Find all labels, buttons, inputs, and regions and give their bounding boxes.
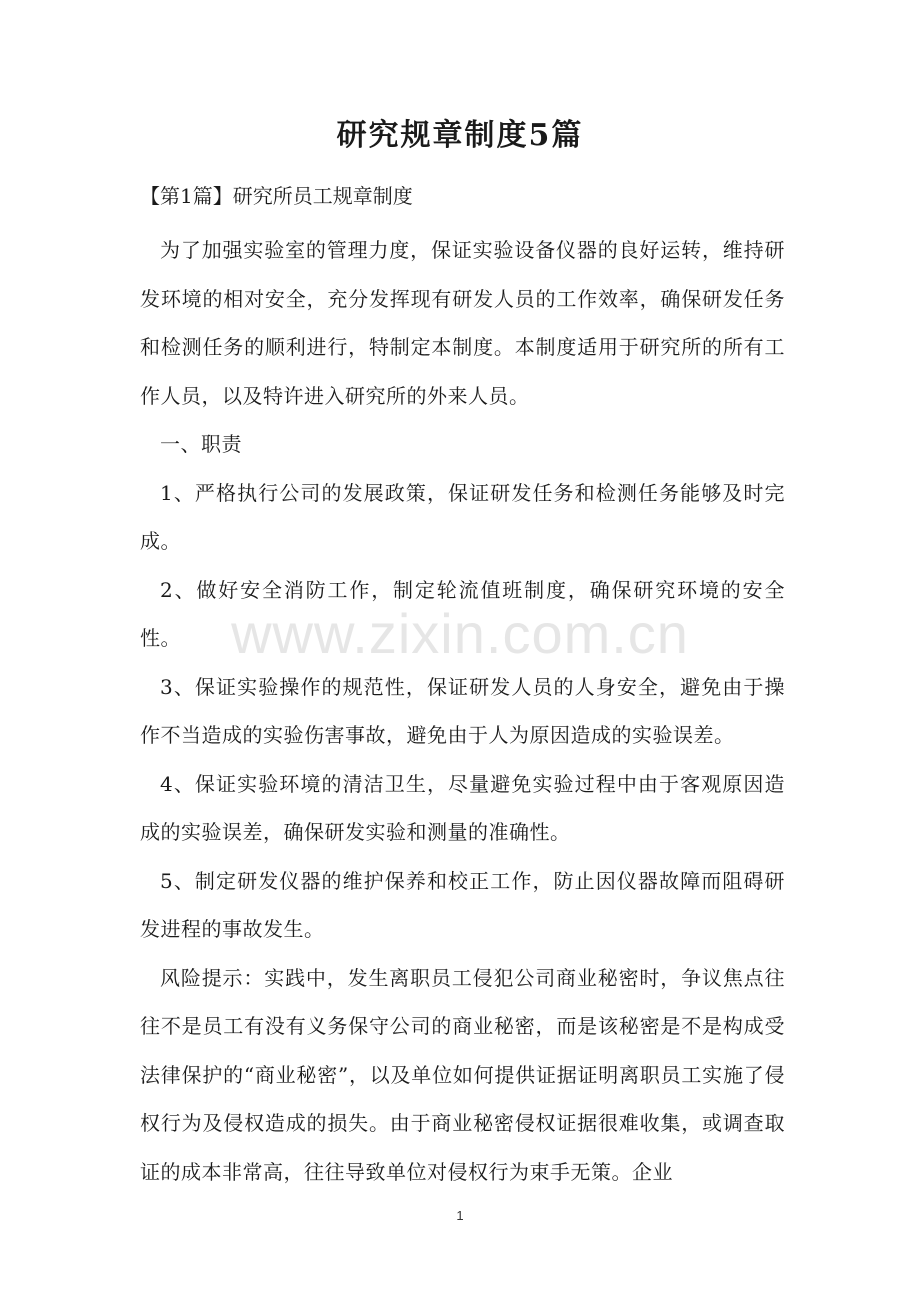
watermark: www.zixin.com.cn <box>231 602 689 665</box>
document-body <box>140 226 785 1196</box>
paragraph-duty-2: 2、做好安全消防工作，制定轮流值班制度，确保研究环境的安全性。 <box>140 577 785 650</box>
paragraph-duties-heading: 一、职责 <box>160 432 242 456</box>
paragraph-duty-3: 3、保证实验操作的规范性，保证研发人员的人身安全，避免由于操作不当造成的实验伤害事故，避免由于人为原因造成的实验误差。 <box>140 674 785 747</box>
paragraph-duty-5: 5、制定研发仪器的维护保养和校正工作，防止因仪器故障而阻碍研发进程的事故发生。 <box>140 868 785 941</box>
page-number: 1 <box>456 1208 464 1223</box>
paragraph-duty-4: 4、保证实验环境的清洁卫生，尽量避免实验过程中由于客观原因造成的实验误差，确保研发实验和测量的准确性。 <box>140 771 785 844</box>
paragraph-risk-notice: 风险提示：实践中，发生离职员工侵犯公司商业秘密时，争议焦点往往不是员工有没有义务保守公司的商业秘密，而是该秘密是不是构成受法律保护的“商业秘密”，以及单位如何提供证据证明离职员工实施了侵权行为及侵权造成的损失。由于商业秘密侵权证据很难收集，或调查取证的成本非常高，往往导致单位对侵权行为束手无策。企业 <box>140 965 785 1184</box>
paragraph-intro: 为了加强实验室的管理力度，保证实验设备仪器的良好运转，维持研发环境的相对安全，充分发挥现有研发人员的工作效率，确保研发任务和检测任务的顺利进行，特制定本制度。本制度适用于研究所的所有工作人员，以及特许进入研究所的外来人员。 <box>140 238 785 408</box>
paragraph-duty-1: 1、严格执行公司的发展政策，保证研发任务和检测任务能够及时完成。 <box>140 480 785 553</box>
document-title: 研究规章制度5篇 <box>336 118 584 153</box>
section-heading: 【第1篇】研究所员工规章制度 <box>140 184 413 208</box>
